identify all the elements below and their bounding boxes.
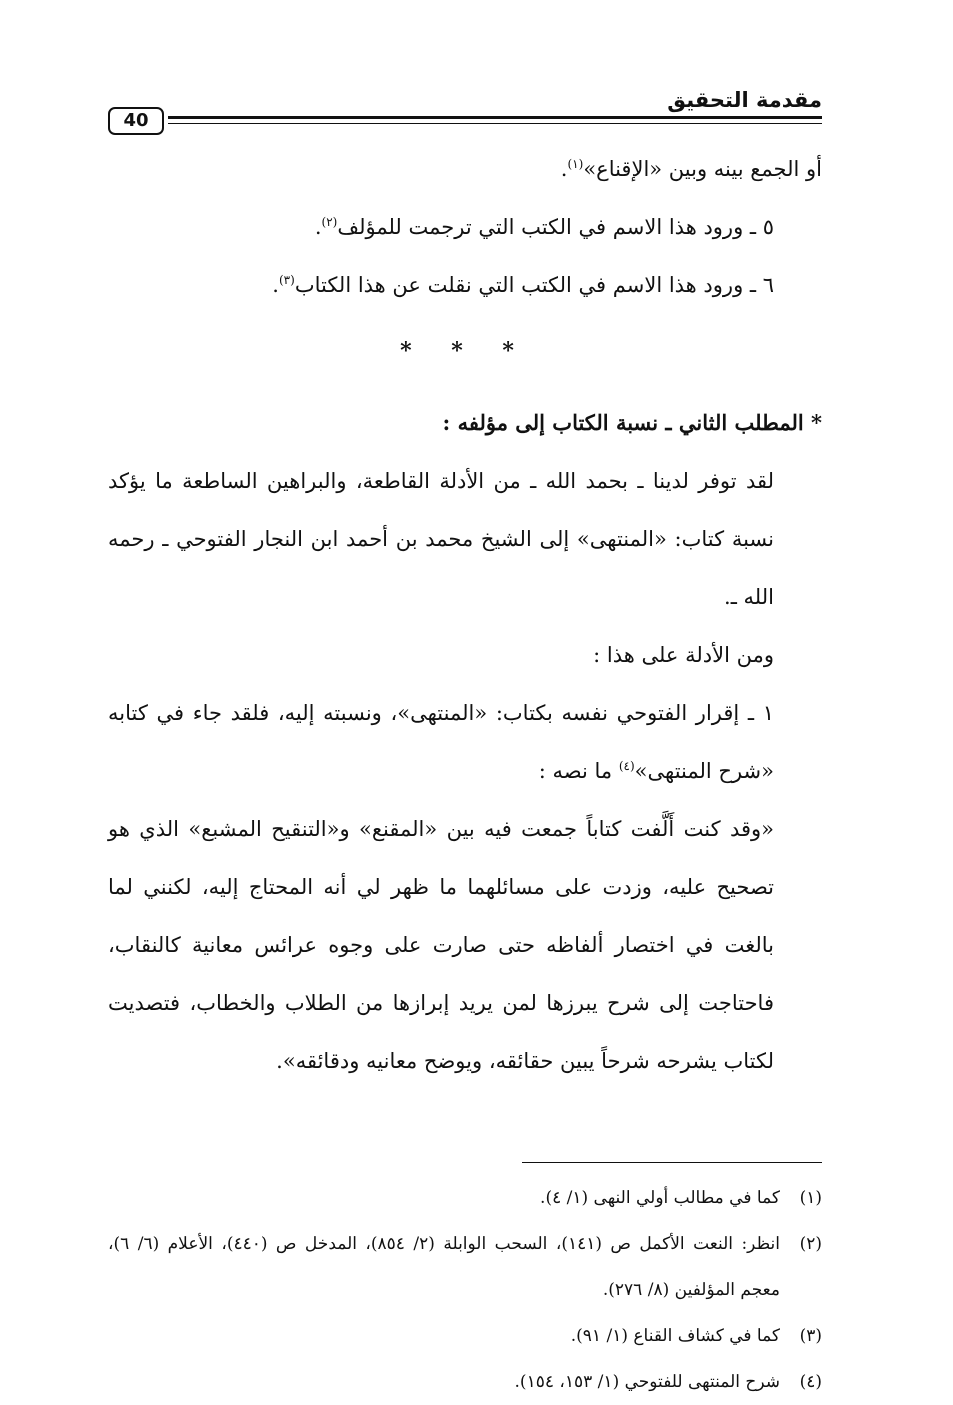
- footnote-separator: [522, 1162, 822, 1163]
- footnote-text: انظر: النعت الأكمل ص (١٤١)، السحب الوابلة (٢/ ٨٥٤)، المدخل ص (٤٤٠)، الأعلام (٦/ ٦)، معجم المؤلفين (٨/ ٢٧٦).: [108, 1234, 780, 1300]
- quoted-passage: «وقد كنت أَلَّفت كتاباً جمعت فيه بين «المقنع» و«التنقيح المشبع» الذي هو تصحيح عليه، وزدت على مسائلهما ما ظهر لي أنه المحتاج إليه، لكنني لما بالغت في اختصار ألفاظه حتى صارت على وجوه عرائس معانية كالنقاب، فاحتاجت إلى شرح يبرزها لمن يريد إبرازها من الطلاب والخطاب، فتصديت لكتاب يشرحه شرحاً يبين حقائقه، ويوضح معانيه ودقائقه».: [108, 817, 774, 1073]
- evidence-intro: ومن الأدلة على هذا :: [593, 643, 774, 667]
- header-rule-thin: [168, 123, 822, 124]
- footnote-ref-4: (٤): [618, 759, 635, 773]
- footnote-2: [108, 1221, 822, 1313]
- footnote-number: (٤): [799, 1372, 822, 1392]
- body-text: [108, 140, 822, 1090]
- footnote-text: كما في مطالب أولي النهى (١/ ٤).: [540, 1188, 780, 1208]
- footnote-number: (٢): [799, 1234, 822, 1254]
- running-title: مقدمة التحقيق: [667, 88, 822, 112]
- list-item-6: ٦ ـ ورود هذا الاسم في الكتب التي نقلت عن هذا الكتاب$^{(٣)}$.: [272, 273, 774, 297]
- page-number: 40: [108, 107, 164, 135]
- intro-paragraph: لقد توفر لدينا ـ بحمد الله ـ من الأدلة القاطعة، والبراهين الساطعة ما يؤكد نسبة كتاب: «المنتهى» إلى الشيخ محمد بن أحمد ابن النجار الفتوحي ـ رحمه الله ـ.: [108, 469, 774, 609]
- footnote-number: (٣): [799, 1326, 822, 1346]
- page-header: [108, 70, 822, 140]
- section-heading: * المطلب الثاني ـ نسبة الكتاب إلى مؤلفه :: [442, 410, 822, 435]
- footnote-number: (١): [799, 1188, 822, 1208]
- footnote-text: كما في كشاف القناع (١/ ٩١).: [570, 1326, 780, 1346]
- footnote-4: [108, 1359, 822, 1405]
- footnote-ref-3: (٣): [278, 273, 295, 287]
- footnote-1: [108, 1175, 822, 1221]
- evidence-item-1: ١ ـ إقرار الفتوحي نفسه بكتاب: «المنتهى»، ونسبته إليه، فلقد جاء في كتابه «شرح المنتهى»$^{(٤)}$ ما نصه :: [108, 701, 774, 783]
- footnote-text: شرح المنتهى للفتوحي (١/ ١٥٣، ١٥٤).: [514, 1372, 780, 1392]
- continued-line: أو الجمع بينه وبين «الإقناع»$^{(١)}$.: [560, 157, 822, 181]
- footnote-ref-1: (١): [567, 157, 584, 171]
- book-page: [108, 70, 822, 1405]
- section-separator: * * *: [400, 338, 530, 364]
- footnotes: [108, 1175, 822, 1405]
- footnote-ref-2: (٢): [321, 215, 338, 229]
- header-rule-thick: [168, 116, 822, 119]
- list-item-5: ٥ ـ ورود هذا الاسم في الكتب التي ترجمت للمؤلف$^{(٢)}$.: [314, 215, 774, 239]
- footnote-3: [108, 1313, 822, 1359]
